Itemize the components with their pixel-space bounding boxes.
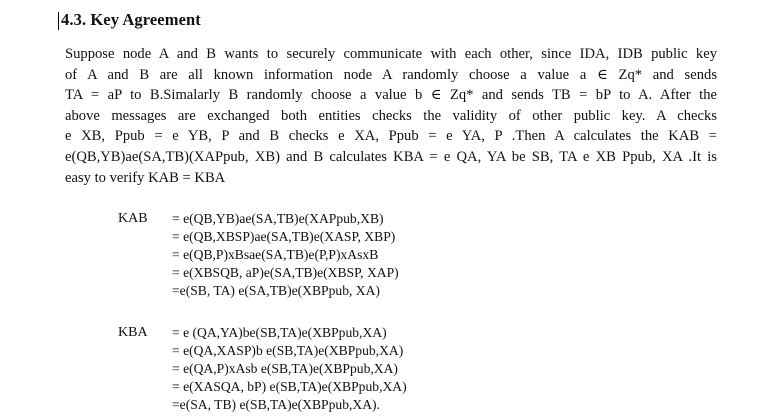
paragraph-line: e XB, Ppub = e YB, P and B checks e XA, Ppub = e YA, P .Then A calculates the KAB = (65, 128, 717, 145)
paragraph-line: of A and B are all known information node A randomly choose a value a ∈ Zq* and sends (65, 66, 717, 83)
equation-line: =e(SA, TB) e(SB,TA)e(XBPpub,XA). (172, 397, 380, 412)
equation-line: = e (QA,YA)be(SB,TA)e(XBPpub,XA) (172, 325, 387, 340)
section-heading: 4.3. Key Agreement (61, 10, 201, 29)
kab-label: KAB (118, 211, 148, 226)
kba-label: KBA (118, 325, 148, 340)
equation-line: = e(QA,P)xAsb e(SB,TA)e(XBPpub,XA) (172, 361, 398, 376)
paragraph-line: easy to verify KAB = KBA (65, 169, 226, 186)
equation-line: = e(XBSQB, aP)e(SA,TB)e(XBSP, XAP) (172, 265, 399, 280)
paragraph-line: above messages are exchanged both entities checks the validity of other public key. A checks (65, 107, 717, 124)
equation-line: = e(QB,XBSP)ae(SA,TB)e(XASP, XBP) (172, 229, 396, 244)
equation-line: = e(QA,XASP)b e(SB,TA)e(XBPpub,XA) (172, 343, 404, 358)
text-cursor (58, 12, 59, 30)
paragraph-line: Suppose node A and B wants to securely communicate with each other, since IDA, IDB public key (65, 46, 717, 62)
equation-line: = e(QB,YB)ae(SA,TB)e(XAPpub,XB) (172, 211, 384, 226)
kba-equations (172, 324, 407, 414)
equation-line: = e(XASQA, bP) e(SB,TA)e(XBPpub,XA) (172, 379, 407, 394)
body-paragraph (65, 44, 717, 188)
paragraph-line: e(QB,YB)ae(SA,TB)(XAPpub, XB) and B calculates KBA = e QA, YA be SB, TA e XB Ppub, XA .It is (65, 148, 717, 165)
kab-equations (172, 210, 399, 300)
equation-line: =e(SB, TA) e(SA,TB)e(XBPpub, XA) (172, 283, 380, 298)
equation-line: = e(QB,P)xBsae(SA,TB)e(P,P)xAsxB (172, 247, 379, 262)
paragraph-line: TA = aP to B.Simalarly B randomly choose a value b ∈ Zq* and sends TB = bP to A. After the (65, 87, 717, 104)
